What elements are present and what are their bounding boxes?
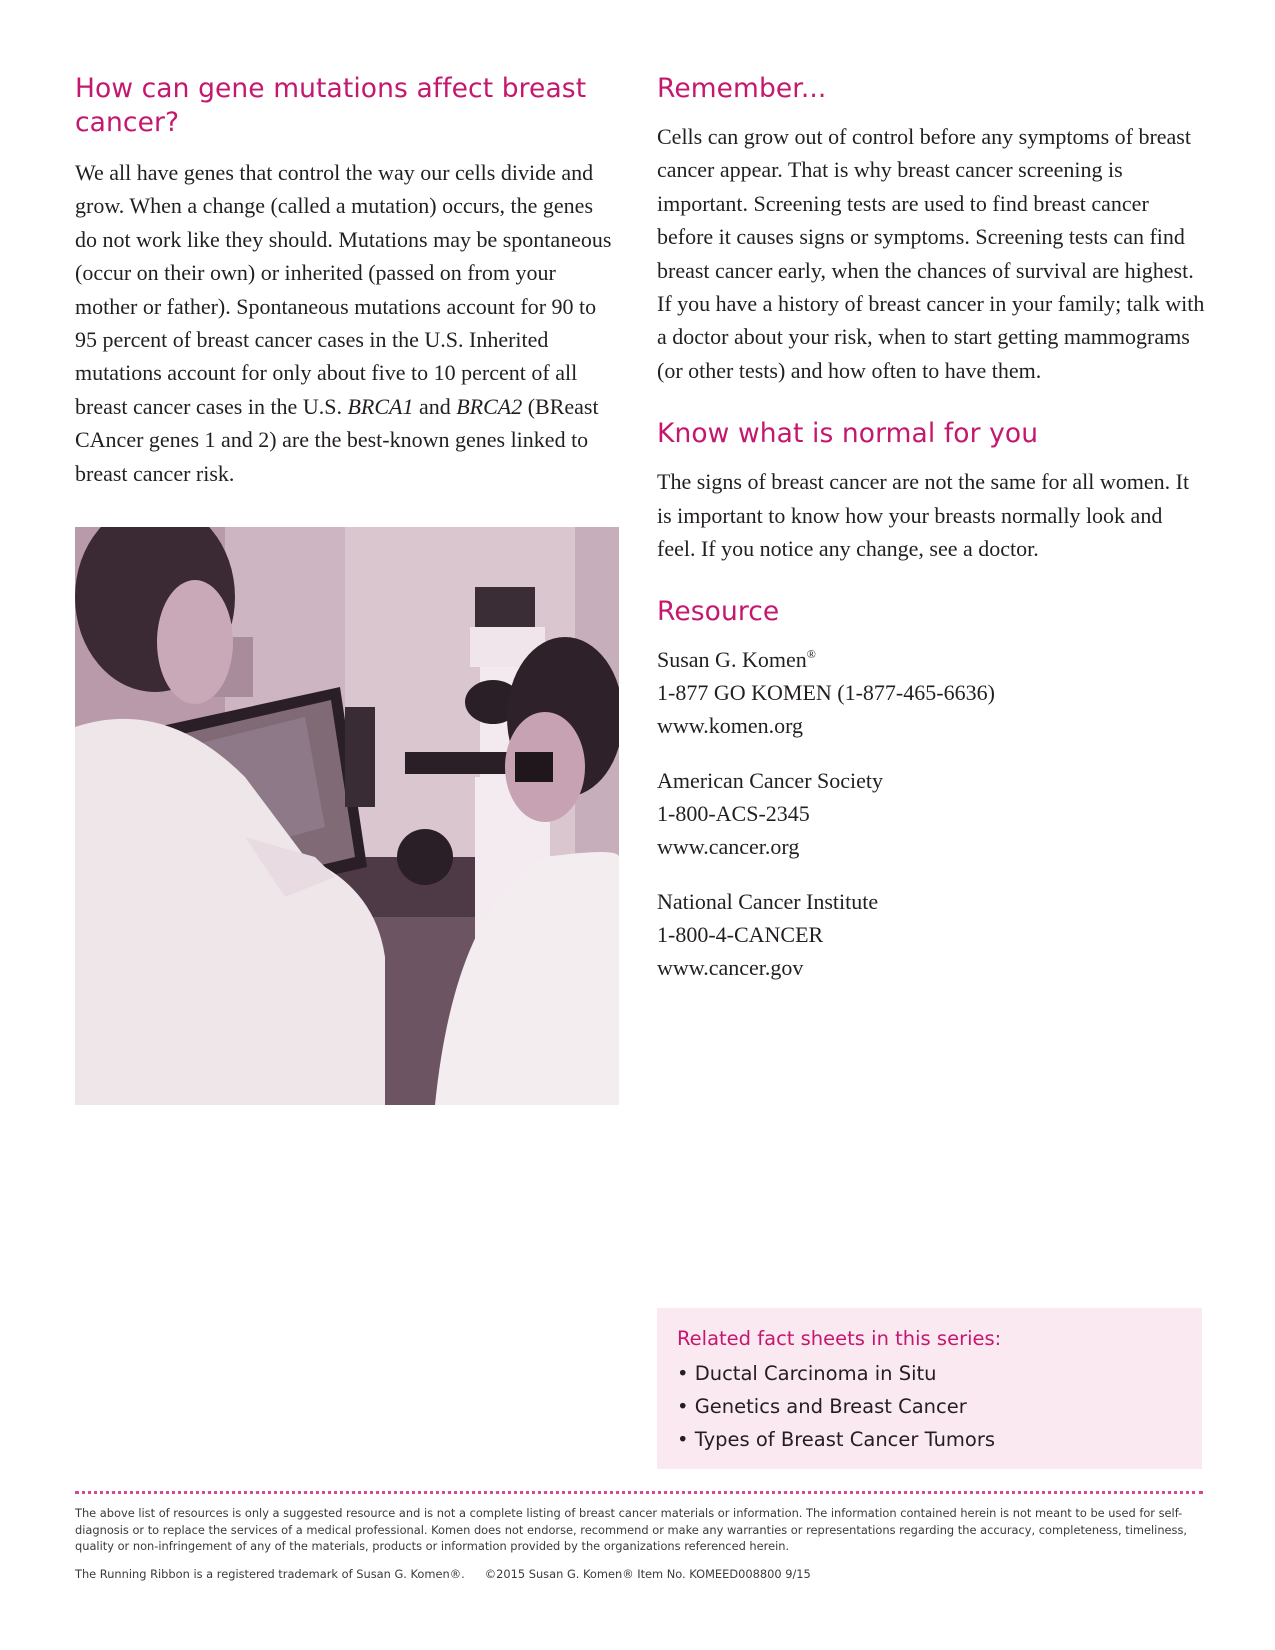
- resource-phone: 1-800-ACS-2345: [657, 801, 810, 827]
- paragraph-text: We all have genes that control the way our cells divide and grow. When a change (called a mutation) occurs, the genes do not work like they should. Mutations may be spontaneous (occur on their own) or inherited (passed on from your mother or father). Spontaneous mutations account for 90 to 95 percent of breast cancer cases in the U.S. Inherited mutations account for only about five to 10 percent of all breast cancer cases in the U.S.: [75, 160, 612, 419]
- resource-name: Susan G. Komen®: [657, 647, 816, 673]
- copyright-text: ©2015 Susan G. Komen® Item No. KOMEED008800 9/15: [484, 1567, 811, 1581]
- resource-phone: 1-877 GO KOMEN (1-877-465-6636): [657, 680, 995, 706]
- brca1-term: BRCA1: [347, 393, 414, 419]
- resource-name: American Cancer Society: [657, 768, 884, 794]
- remember-paragraph: Cells can grow out of control before any symptoms of breast cancer appear. That is why breast cancer screening is important. Screening tests are used to find breast cancer before it causes signs or symptoms. Screening tests can find breast cancer early, when the chances of survival are highest. If you have a history of breast cancer in your family; talk with a doctor about your risk, when to start getting mammograms (or other tests) and how often to have them.: [657, 124, 1205, 383]
- left-column: [75, 72, 620, 490]
- related-item: • Genetics and Breast Cancer: [677, 1395, 967, 1418]
- resource-url[interactable]: www.cancer.org: [657, 834, 800, 860]
- remember-heading: Remember...: [657, 73, 827, 104]
- trademark-text: The Running Ribbon is a registered trademark of Susan G. Komen®.: [75, 1567, 465, 1581]
- resource-acs: [657, 764, 1205, 863]
- resource-nci: [657, 885, 1205, 984]
- lab-scientists-illustration: [75, 527, 619, 1105]
- related-item: • Types of Breast Cancer Tumors: [677, 1428, 996, 1451]
- paragraph-text: and: [413, 393, 457, 419]
- resource-name: National Cancer Institute: [657, 889, 879, 915]
- disclaimer-text: The above list of resources is only a suggested resource and is not a complete listing of breast cancer materials or information. The information contained herein is not meant to be used for self-diagnosis or to replace the services of a medical professional. Komen does not endorse, recommend or make any warranties or representations regarding the accuracy, completeness, timeliness, quality or non-infringement of any of the materials, products or information provided by the organizations referenced herein.: [75, 1506, 1188, 1553]
- resource-phone: 1-800-4-CANCER: [657, 922, 824, 948]
- related-title: Related fact sheets in this series:: [677, 1327, 1002, 1350]
- gene-mutations-heading: How can gene mutations affect breast cancer?: [75, 73, 587, 138]
- brca2-term: BRCA2: [456, 393, 523, 419]
- know-normal-heading: Know what is normal for you: [657, 418, 1039, 450]
- resource-heading: Resource: [657, 596, 780, 628]
- related-item: • Ductal Carcinoma in Situ: [677, 1362, 937, 1385]
- right-column: [657, 72, 1205, 1006]
- dotted-divider: [75, 1491, 1203, 1494]
- resource-url[interactable]: www.komen.org: [657, 713, 804, 739]
- registered-mark: ®: [806, 647, 816, 662]
- gene-mutations-paragraph: [75, 156, 620, 490]
- lab-photo: [75, 527, 619, 1105]
- resource-komen: [657, 643, 1205, 742]
- footer-line: [75, 1566, 1203, 1582]
- related-fact-sheets-box: [657, 1308, 1202, 1469]
- paragraph-text: (BReast CAncer genes 1 and 2) are the best-known genes linked to breast cancer risk.: [75, 393, 599, 486]
- know-normal-paragraph: The signs of breast cancer are not the same for all women. It is important to know how your breasts normally look and feel. If you notice any change, see a doctor.: [657, 469, 1190, 562]
- resource-url[interactable]: www.cancer.gov: [657, 955, 804, 981]
